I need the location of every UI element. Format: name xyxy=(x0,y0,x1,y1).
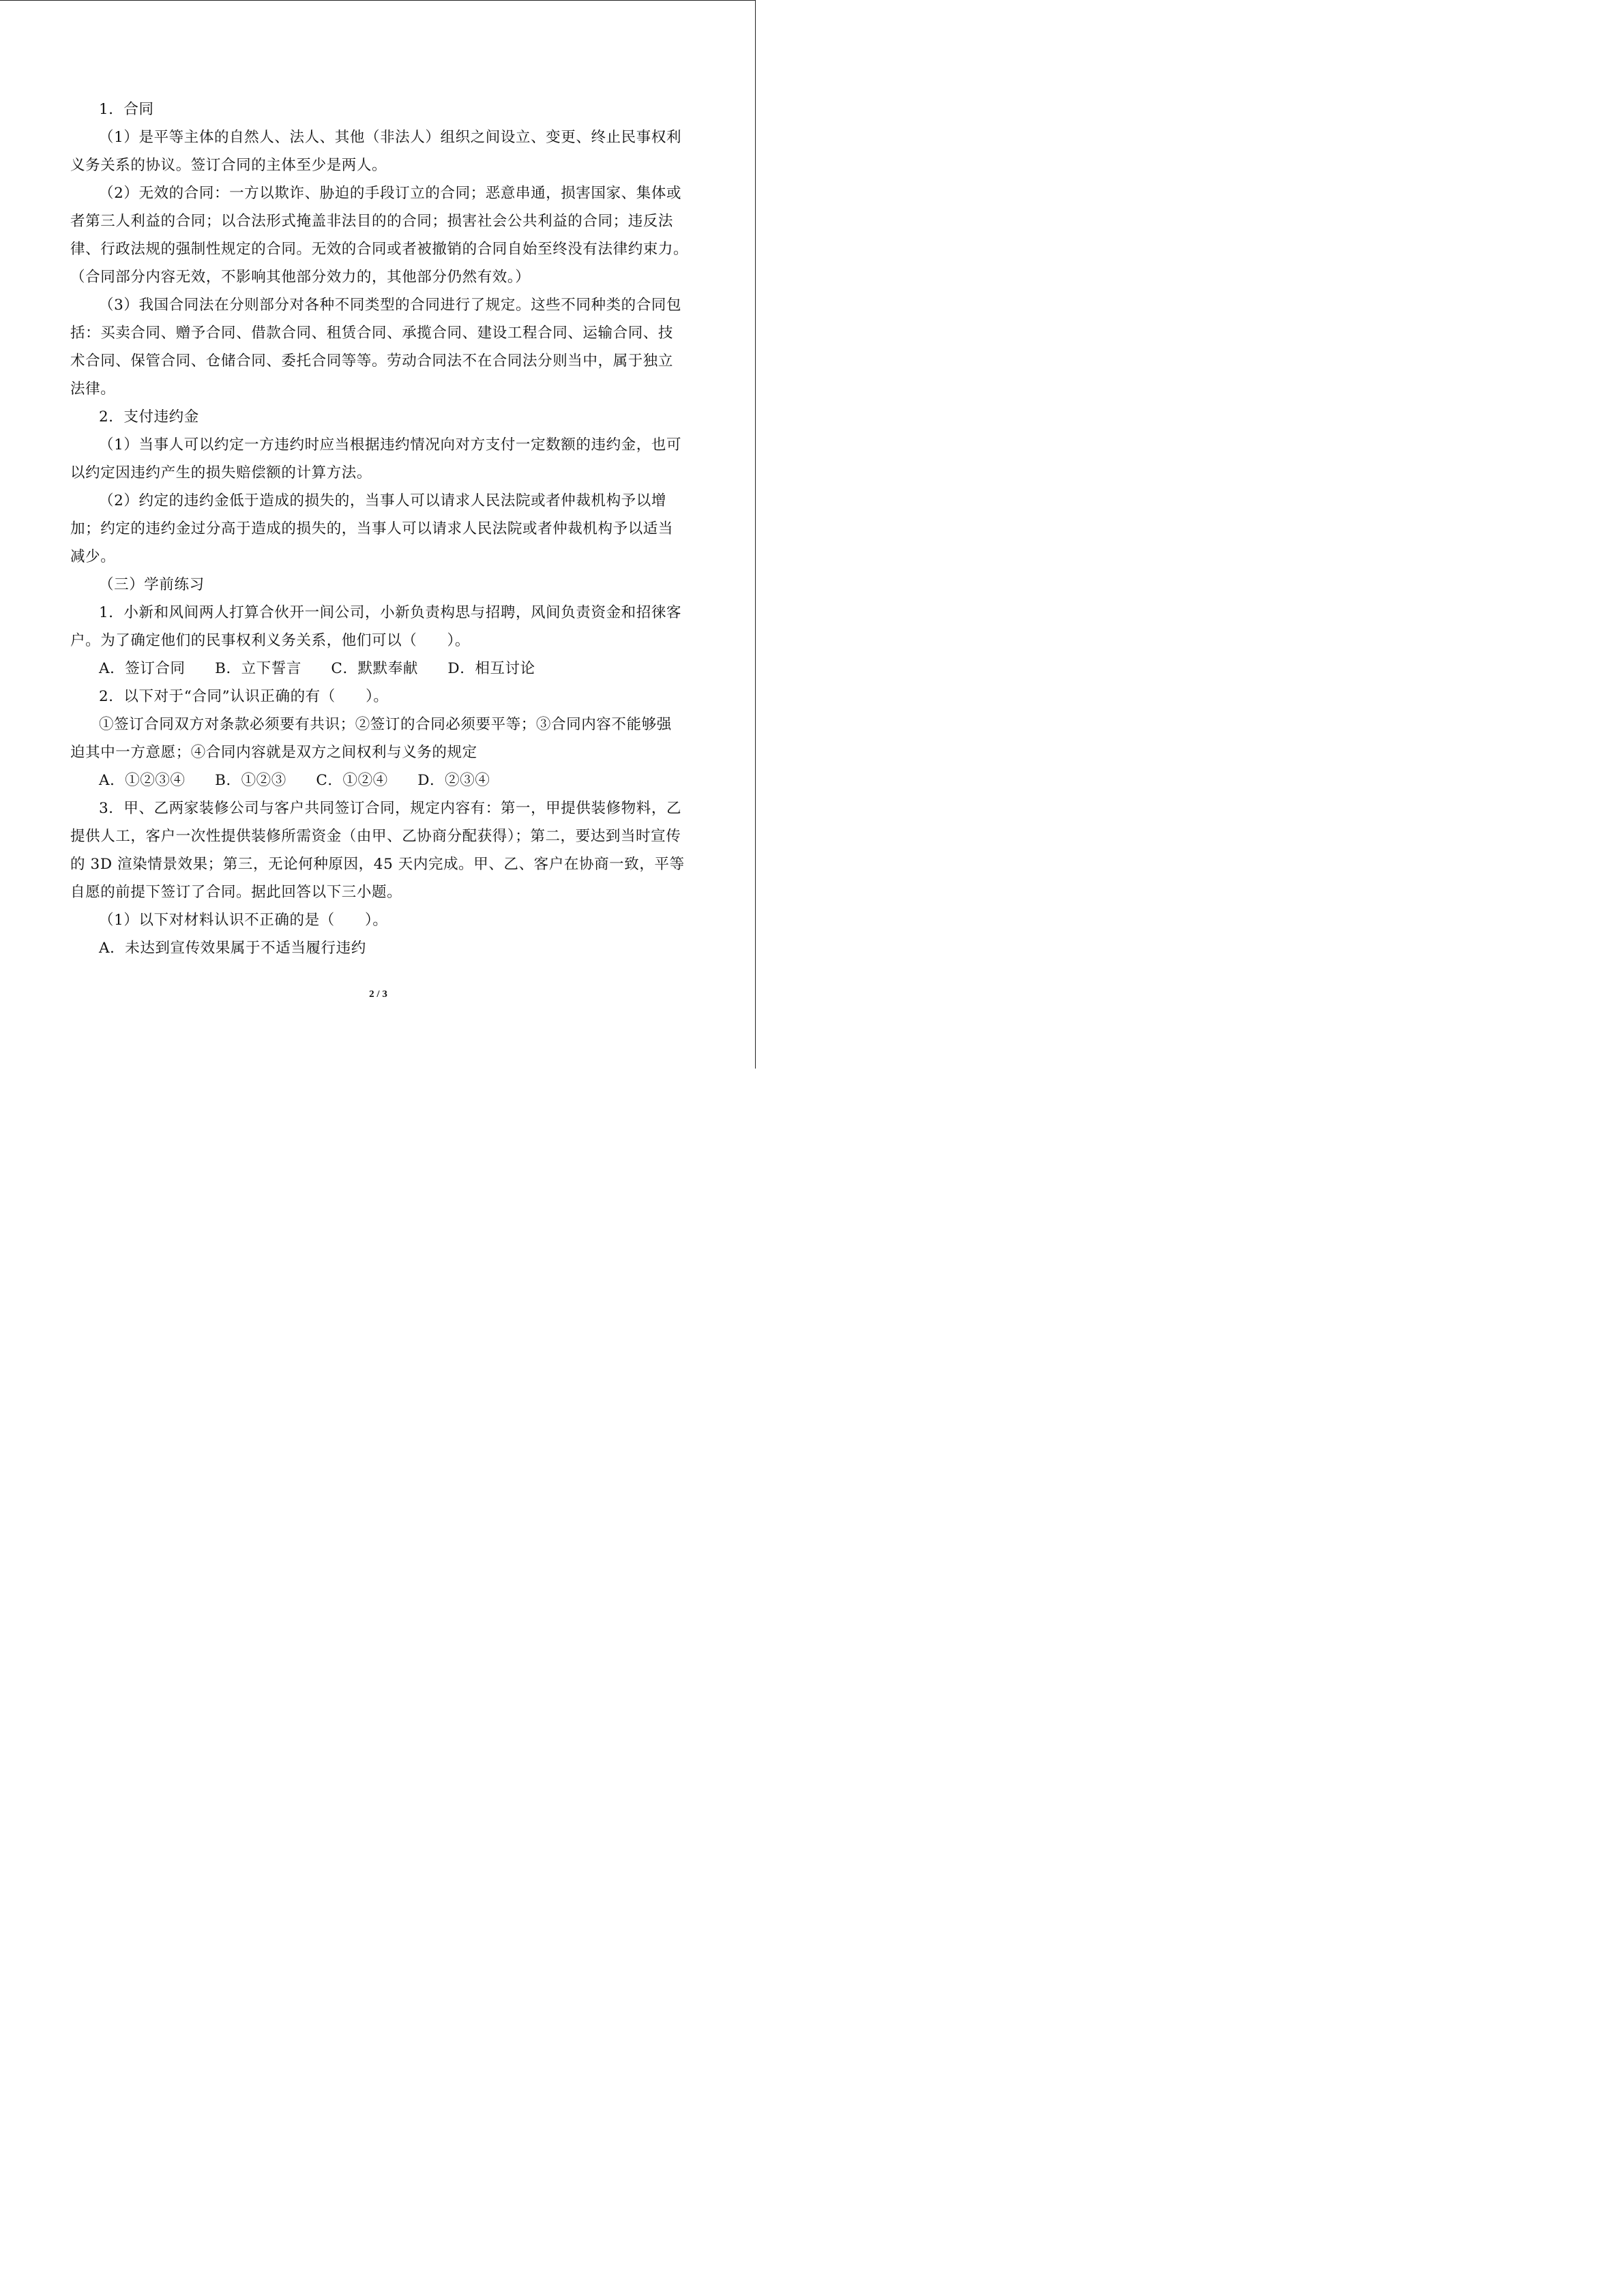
paragraph-line: 法律。 xyxy=(70,381,116,398)
paragraph-line: 括：买卖合同、赠予合同、借款合同、租赁合同、承揽合同、建设工程合同、运输合同、技 xyxy=(70,325,674,342)
option-a: A．签订合同 xyxy=(99,660,186,677)
question-line: 迫其中一方意愿；④合同内容就是双方之间权利与义务的规定 xyxy=(70,744,477,761)
question-line: 的 3D 渲染情景效果；第三，无论何种原因，45 天内完成。甲、乙、客户在协商一致，平等 xyxy=(70,856,685,873)
paragraph-line: 以约定因违约产生的损失赔偿额的计算方法。 xyxy=(70,464,372,481)
question-line: ①签订合同双方对条款必须要有共识；②签订的合同必须要平等；③合同内容不能够强 xyxy=(99,716,672,733)
option-c: C．①②④ xyxy=(316,772,388,789)
option-b: B．立下誓言 xyxy=(215,660,301,677)
section-heading: （三）学前练习 xyxy=(99,576,205,593)
paragraph-line: 术合同、保管合同、仓储合同、委托合同等等。劳动合同法不在合同法分则当中，属于独立 xyxy=(70,353,674,370)
option-d: D．②③④ xyxy=(417,772,490,789)
page-number: 2 / 3 xyxy=(369,989,387,1000)
question-line: （1）以下对材料认识不正确的是（ ）。 xyxy=(99,912,388,929)
question-line: 自愿的前提下签订了合同。据此回答以下三小题。 xyxy=(70,884,402,901)
paragraph-line: 律、行政法规的强制性规定的合同。无效的合同或者被撤销的合同自始至终没有法律约束力。 xyxy=(70,241,689,258)
question-1-options xyxy=(70,655,688,683)
option-a: A．①②③④ xyxy=(99,772,186,789)
question-line: 1．小新和风间两人打算合伙开一间公司，小新负责构思与招聘，风间负责资金和招徕客 xyxy=(99,604,682,621)
option-c: C．默默奉献 xyxy=(331,660,418,677)
question-2-options xyxy=(70,766,688,794)
paragraph-line: （3）我国合同法在分则部分对各种不同类型的合同进行了规定。这些不同种类的合同包 xyxy=(99,297,682,314)
paragraph-line: （1）是平等主体的自然人、法人、其他（非法人）组织之间设立、变更、终止民事权利 xyxy=(99,129,682,146)
paragraph-line: （合同部分内容无效，不影响其他部分效力的，其他部分仍然有效。） xyxy=(70,269,531,286)
document-body xyxy=(70,95,688,962)
option-b: B．①②③ xyxy=(215,772,286,789)
paragraph-line: （2）约定的违约金低于造成的损失的，当事人可以请求人民法院或者仲裁机构予以增 xyxy=(99,492,666,509)
paragraph-line: （2）无效的合同：一方以欺诈、胁迫的手段订立的合同；恶意串通，损害国家、集体或 xyxy=(99,185,682,202)
question-line: 户。为了确定他们的民事权利义务关系，他们可以（ ）。 xyxy=(70,632,470,649)
question-line: 3．甲、乙两家装修公司与客户共同签订合同，规定内容有：第一，甲提供装修物料，乙 xyxy=(99,800,682,817)
question-line: 提供人工，客户一次性提供装修所需资金（由甲、乙协商分配获得）；第二，要达到当时宣传 xyxy=(70,828,681,845)
paragraph-line: 义务关系的协议。签订合同的主体至少是两人。 xyxy=(70,157,387,174)
paragraph-line: （1）当事人可以约定一方违约时应当根据违约情况向对方支付一定数额的违约金，也可 xyxy=(99,436,682,453)
section-heading: 1．合同 xyxy=(99,101,154,118)
question-line: 2．以下对于“合同”认识正确的有（ ）。 xyxy=(99,688,389,705)
section-heading: 2．支付违约金 xyxy=(99,408,199,426)
paragraph-line: 加；约定的违约金过分高于造成的损失的，当事人可以请求人民法院或者仲裁机构予以适当 xyxy=(70,520,674,537)
paragraph-line: 者第三人利益的合同；以合法形式掩盖非法目的的合同；损害社会公共利益的合同；违反法 xyxy=(70,213,674,230)
paragraph-line: 减少。 xyxy=(70,548,116,565)
option-d: D．相互讨论 xyxy=(447,660,535,677)
option-a: A．未达到宣传效果属于不适当履行违约 xyxy=(99,940,366,957)
